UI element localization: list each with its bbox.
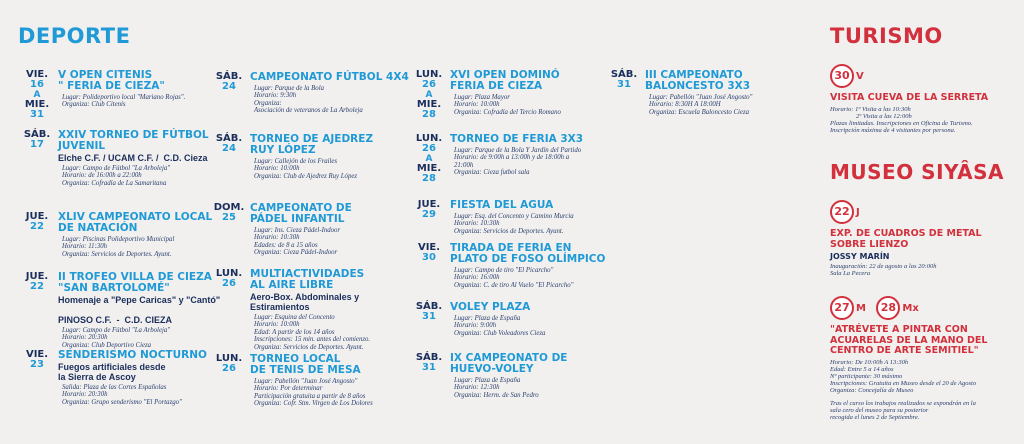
- day-number: 30: [422, 252, 436, 263]
- event-date: [18, 272, 56, 292]
- event-title: "ATRÉVETE A PINTAR CON ACUARELAS DE LA MANO DEL CENTRO DE ARTE SEMITIEL": [830, 324, 988, 356]
- event-title: III CAMPEONATO BALONCESTO 3X3: [645, 69, 751, 92]
- event-title: TORNEO DE AJEDREZ RUY LÓPEZ: [250, 133, 374, 156]
- event-details: Lugar: Campo de Fútbol "La Arboleja" Horario: de 16:00h a 22:00h Organiza: Cofradía de La Samaritana: [62, 165, 171, 187]
- day-number: 24: [222, 81, 236, 92]
- weekday-end: MIE.: [24, 99, 50, 110]
- event-title: SENDERISMO NOCTURNO: [58, 349, 207, 361]
- day-number: 24: [222, 143, 236, 154]
- event-date: [210, 134, 248, 154]
- weekday: VIE.: [417, 242, 441, 253]
- weekday: SÁB.: [215, 133, 243, 144]
- day-number-end: 28: [422, 173, 436, 184]
- day-number: 23: [30, 359, 44, 370]
- weekday-letter: V: [856, 70, 864, 82]
- event-title: VISITA CUEVA DE LA SERRETA: [830, 92, 989, 103]
- weekday-end: MIE.: [416, 99, 442, 110]
- day-number: 26: [222, 278, 236, 289]
- event-date: [410, 353, 448, 373]
- event-date: [18, 130, 56, 150]
- event-details: Lugar: Polideportivo local "Mariano Rojas". Organiza: Club Citenis: [62, 94, 186, 109]
- weekday-letter: J: [856, 206, 860, 218]
- event-title: CAMPEONATO FÚTBOL 4X4: [250, 71, 409, 83]
- section-heading-turismo: TURISMO: [830, 24, 943, 48]
- weekday: SÁB.: [215, 71, 243, 82]
- weekday: VIE.: [25, 69, 49, 80]
- event-details: Salida: Plaza de las Cortes Españolas Horario: 20:30h Organiza: Grupo senderismo "El Portazgo": [62, 384, 182, 406]
- event-date: [210, 269, 248, 289]
- exhibition-note: Tras el curso los trabajos realizados se expondrán en la sala cero del museo para su posterior recogida el lunes 2 de Septiembre.: [830, 399, 976, 421]
- day-number-end: 28: [422, 109, 436, 120]
- event-title: FIESTA DEL AGUA: [450, 199, 554, 211]
- date-badge-2: 28: [876, 296, 900, 320]
- event-title: EXP. DE CUADROS DE METAL SOBRE LIENZO: [830, 228, 982, 250]
- event-date: [605, 70, 643, 90]
- day-number: 31: [422, 311, 436, 322]
- event-details: Lugar: Plaza de España Horario: 9:00h Organiza: Club Voleadores Cieza: [454, 315, 546, 337]
- weekday: LUN.: [215, 353, 243, 364]
- weekday-letter-2: Mx: [902, 302, 919, 314]
- weekday: SÁB.: [23, 129, 51, 140]
- event-details: Horario: De 10:00h A 13:30h Edad: Entre 5 a 14 años Nº participante: 30 máximo Inscripciones: Gratuita en Museo desde el 20 de Agosto Organiza: Concejalía de Museo: [830, 358, 977, 395]
- event-details: Lugar: Esq. del Concento y Camino Murcia Horario: 10:30h Organiza: Servicios de Deportes. Ayunt.: [454, 213, 574, 235]
- event-date: [410, 134, 448, 184]
- weekday: SÁB.: [415, 352, 443, 363]
- event-details: Lugar: Esquina del Concento Horario: 10:00h Edad: A partir de los 14 años Inscripciones: 15 min. antes del comienzo. Organiza: Servicios de Deportes. Ayunt.: [254, 314, 371, 351]
- event-date: [410, 200, 448, 220]
- range-separator: A: [33, 90, 41, 100]
- weekday: LUN.: [415, 133, 443, 144]
- artist-name: JOSSY MARÍN: [830, 252, 890, 261]
- day-number: 25: [222, 212, 236, 223]
- event-title: MULTIACTIVIDADES AL AIRE LIBRE: [250, 268, 365, 291]
- event-date: [18, 350, 56, 370]
- event-date: [410, 70, 448, 120]
- weekday: LUN.: [415, 69, 443, 80]
- day-number: 17: [30, 139, 44, 150]
- weekday: VIE.: [25, 349, 49, 360]
- weekday: LUN.: [215, 268, 243, 279]
- weekday-letter-1: M: [856, 302, 866, 314]
- event-title: TORNEO DE FERIA 3X3: [450, 133, 584, 145]
- weekday-end: MIE.: [416, 163, 442, 174]
- day-number: 31: [617, 79, 631, 90]
- date-badge: 22: [830, 200, 854, 224]
- event-details: Inauguración: 22 de agosto a las 20:00h Sala La Pecera: [830, 263, 937, 278]
- event-details: Lugar: Campo de tiro "El Picarcho" Horario: 16:00h Organiza: C. de tiro Al Vuelo "El Picarcho": [454, 267, 574, 289]
- event-title: V OPEN CITENIS " FERIA DE CIEZA": [58, 69, 165, 92]
- date-badge: 30: [830, 64, 854, 88]
- event-date: [210, 354, 248, 374]
- event-title: XVI OPEN DOMINÓ FERIA DE CIEZA: [450, 69, 560, 92]
- event-title: VOLEY PLAZA: [450, 301, 531, 313]
- event-subtitle: Aero-Box. Abdominales y Estiramientos: [250, 292, 360, 312]
- event-title: TIRADA DE FERIA EN PLATO DE FOSO OLÍMPICO: [450, 242, 606, 265]
- event-date: [210, 72, 248, 92]
- event-details: Lugar: Plaza Mayor Horario: 10:00h Organiza: Cofradía del Tercio Romano: [454, 94, 561, 116]
- weekday: JUE.: [25, 211, 49, 222]
- event-details: Lugar: Piscinas Polideportivo Municipal Horario: 11:30h Organiza: Servicios de Deportes. Ayunt.: [62, 236, 175, 258]
- day-number-end: 31: [30, 109, 44, 120]
- event-details: Lugar: Campo de Fútbol "La Arboleja" Horario: 20:30h Organiza: Club Deportivo Cieza: [62, 327, 171, 349]
- day-number: 22: [30, 281, 44, 292]
- section-heading-deporte: DEPORTE: [18, 24, 131, 48]
- event-title: IX CAMPEONATO DE HUEVO-VOLEY: [450, 352, 568, 375]
- event-title: TORNEO LOCAL DE TENIS DE MESA: [250, 353, 361, 376]
- day-number: 16: [30, 79, 44, 90]
- event-details: Horario: 1º Visita a las 10:30h 2º Visita a las 12:00h Plazas limitadas. Inscripciones en Oficina de Turismo. Inscripción máxima de 4 visitantes por persona.: [830, 105, 973, 135]
- event-title: II TROFEO VILLA DE CIEZA "SAN BARTOLOMÉ": [58, 271, 212, 294]
- date-badge-1: 27: [830, 296, 854, 320]
- weekday: JUE.: [25, 271, 49, 282]
- weekday: SÁB.: [610, 69, 638, 80]
- weekday: SÁB.: [415, 301, 443, 312]
- event-title: XLIV CAMPEONATO LOCAL DE NATACIÓN: [58, 211, 213, 234]
- range-separator: A: [425, 154, 433, 164]
- event-details: Lugar: Plaza de España Horario: 12:30h Organiza: Herm. de San Pedro: [454, 377, 539, 399]
- day-number: 31: [422, 362, 436, 373]
- turismo-event: [830, 64, 1010, 134]
- event-details: Lugar: Parque de la Bola Horario: 9:30h Organiza: Asociación de veteranos de La Arboleja: [254, 85, 363, 115]
- event-details: Lugar: Ins. Cieza Pádel-Indoor Horario: 10:30h Edades: de 8 a 15 años Organiza: Cieza Pádel-Indoor: [254, 227, 341, 257]
- range-separator: A: [425, 90, 433, 100]
- museo-event-expo: [830, 200, 1010, 277]
- day-number: 29: [422, 209, 436, 220]
- event-date: [18, 212, 56, 232]
- day-number: 26: [422, 79, 436, 90]
- event-date: [210, 203, 248, 223]
- event-title: XXIV TORNEO DE FÚTBOL JUVENIL: [58, 129, 209, 152]
- museo-event-acuarelas: [830, 296, 1020, 421]
- event-title: CAMPEONATO DE PÁDEL INFANTIL: [250, 202, 352, 225]
- weekday: JUE.: [417, 199, 441, 210]
- event-date: [410, 243, 448, 263]
- day-number: 26: [422, 143, 436, 154]
- event-details: Lugar: Callejón de los Frailes Horario: 10:00h Organiza: Club de Ajedrez Ruy López: [254, 158, 358, 180]
- event-date: [18, 70, 56, 120]
- section-heading-museo: MUSEO SIYÂSA: [830, 160, 1004, 184]
- event-details: Lugar: Parque de la Bola Y Jardín del Partido Horario: de 9:00h a 13:00h y de 18:00h a 21:00h Organiza: Cieza futbol sala: [454, 147, 582, 177]
- day-number: 26: [222, 363, 236, 374]
- event-subtitle: Homenaje a "Pepe Caricas" y "Cantó" PINOSO C.F. - C.D. CIEZA: [58, 295, 221, 325]
- event-details: Lugar: Pabellón "Juan José Angosto" Horario: Por determinar Participación gratuita a partir de 8 años Organiza: Cofr. Stm. Virgen de Los Dolores: [254, 378, 373, 408]
- event-details: Lugar: Pabellón "Juan José Angosto" Horario: 8:30H A 18:00H Organiza: Escuela Baloncesto Cieza: [649, 94, 753, 116]
- event-date: [410, 302, 448, 322]
- day-number: 22: [30, 221, 44, 232]
- weekday: DOM.: [213, 202, 245, 213]
- event-subtitle: Elche C.F. / UCAM C.F. / C.D. Cieza: [58, 153, 208, 163]
- event-subtitle: Fuegos artificiales desde la Sierra de Ascoy: [58, 362, 166, 382]
